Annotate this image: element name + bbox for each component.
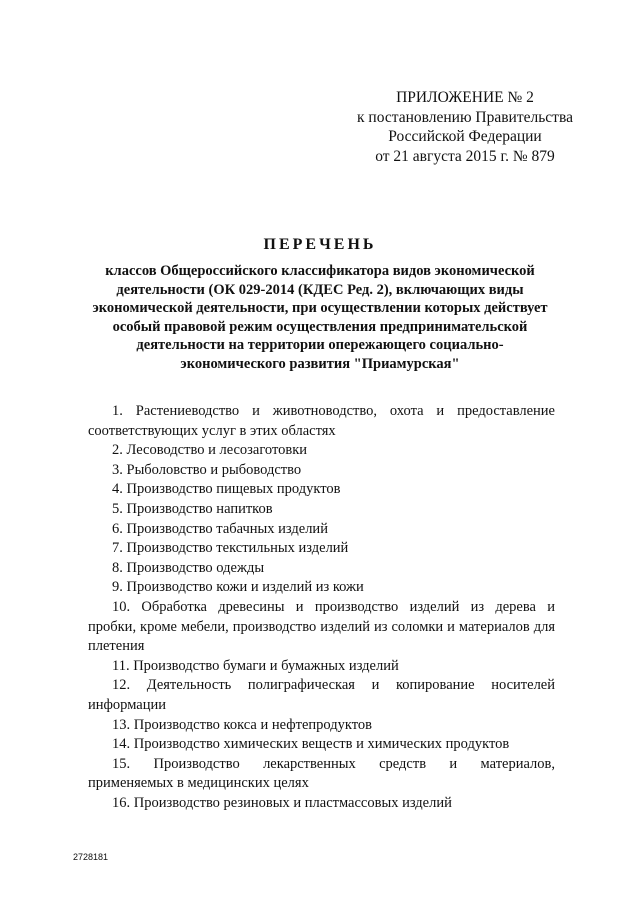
list-item xyxy=(88,676,555,715)
subtitle-line: классов Общероссийского классификатора видов экономической xyxy=(105,263,535,279)
list-item-continuation: применяемых в медицинских целях xyxy=(88,775,309,792)
list-item: 8. Производство одежды xyxy=(112,559,265,576)
classifier-list xyxy=(88,402,555,813)
subtitle-line: особый правовой режим осуществления предпринимательской xyxy=(112,318,528,335)
appendix-government: Российской Федерации xyxy=(388,128,542,145)
list-item: 7. Производство текстильных изделий xyxy=(112,540,349,557)
appendix-header xyxy=(300,88,630,166)
list-item-line: 1. Растениеводство и животноводство, охота и предоставление xyxy=(112,403,555,419)
document-title: ПЕРЕЧЕНЬ xyxy=(263,236,377,253)
appendix-date-number: от 21 августа 2015 г. № 879 xyxy=(375,147,555,165)
list-item: 5. Производство напитков xyxy=(112,500,273,517)
list-item xyxy=(88,755,555,794)
document-id: 2728181 xyxy=(73,852,109,862)
list-item-line: 12. Деятельность полиграфическая и копирование носителей xyxy=(112,677,555,694)
list-item-continuation: пробки, кроме мебели, производство изделий из соломки и материалов для плетения xyxy=(88,618,555,655)
list-item xyxy=(88,402,555,441)
subtitle-line: деятельности (ОК 029-2014 (КДЕС Ред. 2), включающих виды xyxy=(116,281,524,298)
list-item: 4. Производство пищевых продуктов xyxy=(112,481,341,498)
list-item-line: 10. Обработка древесины и производство изделий из дерева и xyxy=(112,598,555,615)
list-item: 3. Рыболовство и рыбоводство xyxy=(112,461,302,478)
list-item: 2. Лесоводство и лесозаготовки xyxy=(112,442,308,459)
subtitle-line: экономического развития "Приамурская" xyxy=(180,355,460,372)
list-item: 9. Производство кожи и изделий из кожи xyxy=(112,579,364,596)
list-item: 13. Производство кокса и нефтепродуктов xyxy=(112,716,372,733)
subtitle-line: деятельности на территории опережающего социально- xyxy=(136,337,504,353)
list-item-continuation: информации xyxy=(88,696,166,713)
document-subtitle xyxy=(60,262,580,373)
list-item-continuation: соответствующих услуг в этих областях xyxy=(88,422,336,439)
list-item-line: 15. Производство лекарственных средств и материалов, xyxy=(112,755,555,772)
list-item: 6. Производство табачных изделий xyxy=(112,520,328,537)
list-item: 11. Производство бумаги и бумажных изделий xyxy=(112,657,399,674)
appendix-number: ПРИЛОЖЕНИЕ № 2 xyxy=(396,89,534,106)
list-item xyxy=(88,598,555,657)
list-item: 14. Производство химических веществ и химических продуктов xyxy=(112,736,510,753)
subtitle-line: экономической деятельности, при осуществлении которых действует xyxy=(92,300,548,316)
appendix-reference: к постановлению Правительства xyxy=(357,108,573,126)
list-item: 16. Производство резиновых и пластмассовых изделий xyxy=(112,794,452,811)
